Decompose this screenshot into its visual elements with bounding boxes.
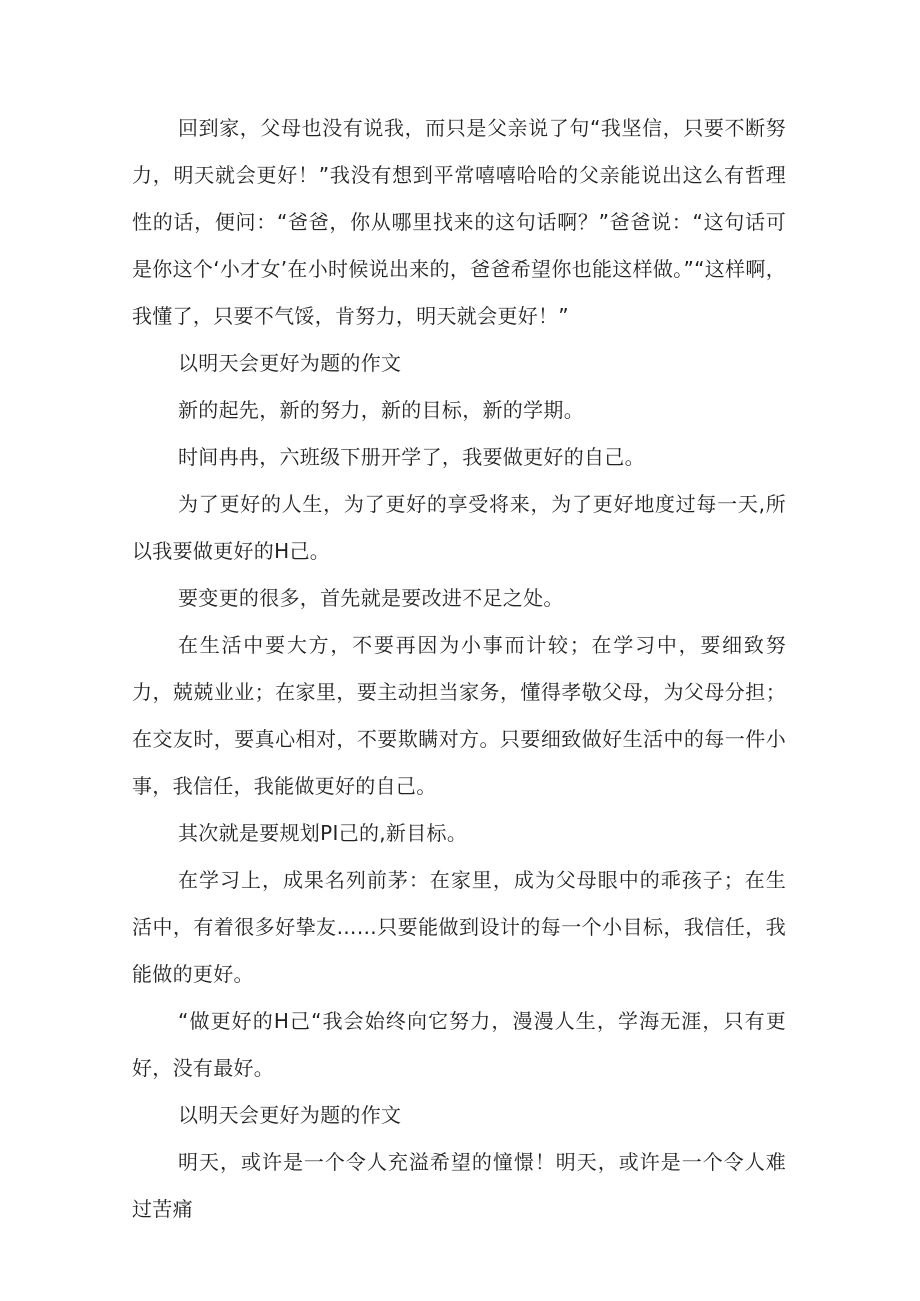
paragraph: 要变更的很多，首先就是要改进不足之处。 <box>178 586 564 610</box>
paragraph: 新的起先，新的努力，新的目标，新的学期。 <box>178 398 584 422</box>
paragraph: 明天，或许是一个令人充溢希望的憧憬！明天，或许是一个令人难过苦痛 <box>132 1150 786 1221</box>
paragraph: 在生活中要大方，不要再因为小事而计较；在学习中，要细致努力，兢兢业业；在家里，要主动担当家务，懂得孝敬父母，为父母分担；在交友时，要真心相对，不要欺瞒对方。只要细致做好生活中的每一件小事，我信任，我能做更好的自己。 <box>132 633 786 798</box>
document-body <box>132 105 786 1233</box>
paragraph: 回到家，父母也没有说我，而只是父亲说了句“我坚信，只要不断努力，明天就会更好！”我没有想到平常嘻嘻哈哈的父亲能说出这么有哲理性的话，便问：“爸爸，你从哪里找来的这句话啊？”爸爸说：“这句话可是你这个‘小才女’在小时候说出来的，爸爸希望你也能这样做。”“这样啊，我懂了，只要不气馁，肯努力，明天就会更好！” <box>132 116 786 328</box>
paragraph: “做更好的H己“我会始终向它努力，漫漫人生，学海无涯，只有更好，没有最好。 <box>132 1009 786 1080</box>
paragraph: 为了更好的人生，为了更好的享受将来，为了更好地度过每一天,所以我要做更好的H己。 <box>132 492 786 563</box>
paragraph: 其次就是要规划PI己的,新目标。 <box>178 821 468 845</box>
paragraph: 时间冉冉，六班级下册开学了，我要做更好的自己。 <box>178 445 645 469</box>
section-title: 以明天会更好为题的作文 <box>178 1103 402 1127</box>
section-title: 以明天会更好为题的作文 <box>178 351 402 375</box>
paragraph: 在学习上，成果名列前茅：在家里，成为父母眼中的乖孩子；在生活中，有着很多好挚友……只要能做到设计的每一个小目标，我信任，我能做的更好。 <box>132 868 786 986</box>
